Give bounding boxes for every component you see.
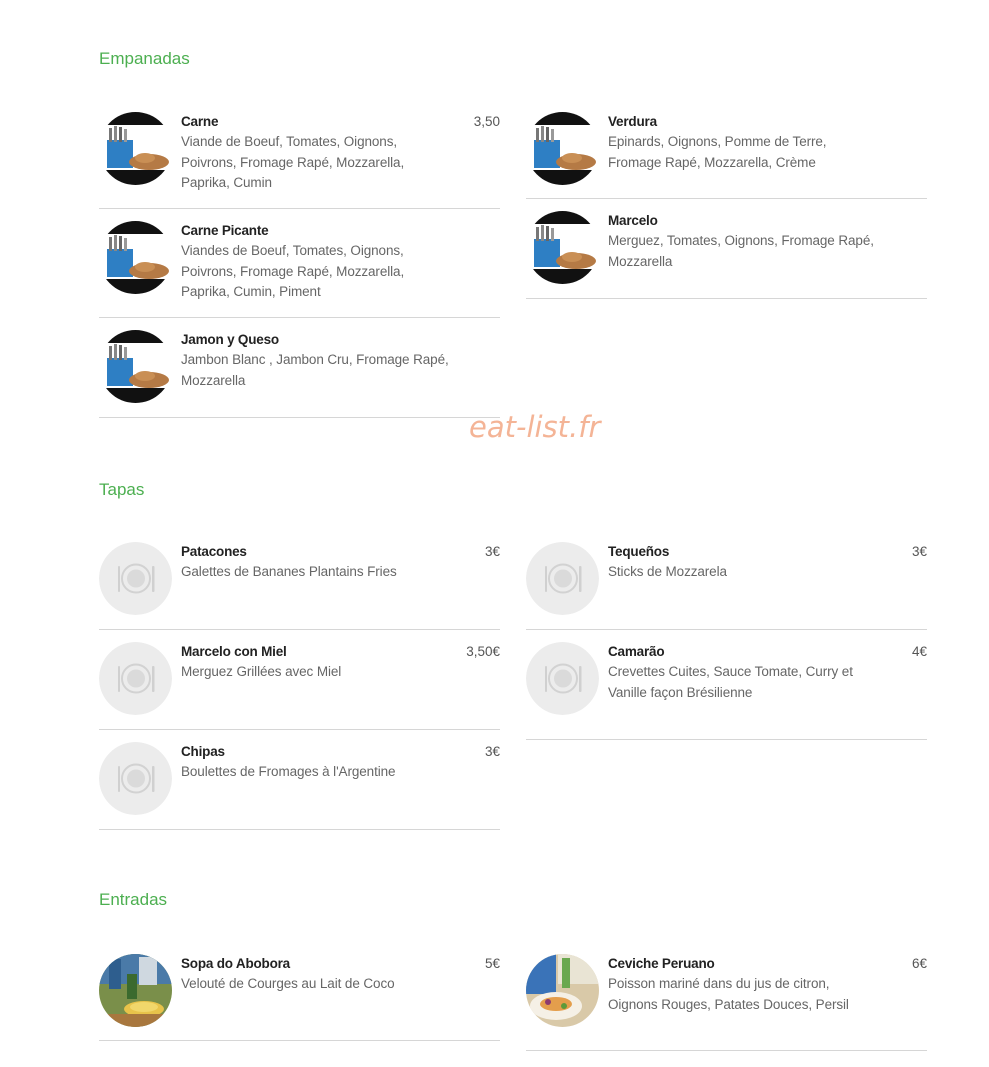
menu-item-description: Merguez, Tomates, Oignons, Fromage Rapé, Mozzarella bbox=[608, 233, 874, 269]
menu-item[interactable] bbox=[99, 954, 500, 1041]
menu-item[interactable] bbox=[99, 542, 500, 630]
menu-item-price: 3,50 bbox=[473, 114, 500, 129]
menu-item[interactable] bbox=[99, 209, 500, 318]
menu-item-description: Sticks de Mozzarela bbox=[608, 564, 727, 579]
menu-item-info bbox=[181, 742, 500, 783]
plate-placeholder-icon bbox=[99, 742, 172, 815]
menu-item-description: Crevettes Cuites, Sauce Tomate, Curry et Vanille façon Brésilienne bbox=[608, 664, 853, 700]
empanada-photo bbox=[526, 112, 599, 185]
menu-item-description: Poisson mariné dans du jus de citron, Oignons Rouges, Patates Douces, Persil bbox=[608, 976, 849, 1012]
menu-item-price: 4€ bbox=[911, 644, 927, 659]
menu-item[interactable] bbox=[526, 630, 927, 740]
menu-item-price: 5€ bbox=[484, 956, 500, 971]
menu-item-price: 3€ bbox=[484, 744, 500, 759]
menu-item-name: Carne Picante bbox=[181, 223, 269, 238]
menu-item-description: Viande de Boeuf, Tomates, Oignons, Poivrons, Fromage Rapé, Mozzarella, Paprika, Cumin bbox=[181, 134, 405, 190]
entradas-column-left bbox=[99, 954, 500, 1041]
tapas-column-left bbox=[99, 542, 500, 830]
plate-placeholder-icon bbox=[99, 642, 172, 715]
section-title-empanadas: Empanadas bbox=[99, 49, 190, 68]
tapas-column-right bbox=[526, 542, 927, 740]
menu-item-description: Galettes de Bananes Plantains Fries bbox=[181, 564, 397, 579]
menu-item-info bbox=[181, 221, 500, 303]
menu-item-price: 3€ bbox=[911, 544, 927, 559]
menu-item-description: Merguez Grillées avec Miel bbox=[181, 664, 342, 679]
menu-item-price: 3€ bbox=[484, 544, 500, 559]
menu-item-name: Ceviche Peruano bbox=[608, 956, 715, 971]
menu-item[interactable] bbox=[99, 318, 500, 418]
menu-item-info bbox=[608, 542, 927, 583]
empanadas-column-right bbox=[526, 112, 927, 299]
plate-placeholder-icon bbox=[526, 642, 599, 715]
menu-item-info bbox=[181, 542, 500, 583]
empanada-photo bbox=[99, 330, 172, 403]
menu-item-info bbox=[181, 330, 500, 391]
menu-item[interactable] bbox=[526, 112, 927, 199]
menu-item-name: Carne bbox=[181, 114, 219, 129]
plate-placeholder-icon bbox=[99, 542, 172, 615]
menu-item-name: Tequeños bbox=[608, 544, 670, 559]
section-title-tapas: Tapas bbox=[99, 480, 145, 499]
menu-item-name: Sopa do Abobora bbox=[181, 956, 290, 971]
menu-item-name: Chipas bbox=[181, 744, 225, 759]
menu-item[interactable] bbox=[99, 630, 500, 730]
menu-item[interactable] bbox=[526, 542, 927, 630]
menu-item-info bbox=[181, 954, 500, 995]
menu-item[interactable] bbox=[99, 730, 500, 830]
menu-item[interactable] bbox=[526, 199, 927, 299]
menu-item-info bbox=[181, 642, 500, 683]
menu-item-name: Marcelo con Miel bbox=[181, 644, 287, 659]
menu-item-price: 6€ bbox=[911, 956, 927, 971]
section-title-entradas: Entradas bbox=[99, 890, 168, 909]
plate-placeholder-icon bbox=[526, 542, 599, 615]
menu-item-info bbox=[608, 112, 927, 173]
menu-item-info bbox=[608, 642, 927, 703]
menu-item-description: Viandes de Boeuf, Tomates, Oignons, Poivrons, Fromage Rapé, Mozzarella, Paprika, Cumin, Piment bbox=[181, 243, 405, 299]
ceviche-photo bbox=[526, 954, 599, 1027]
soup-photo bbox=[99, 954, 172, 1027]
menu-item-name: Jamon y Queso bbox=[181, 332, 279, 347]
menu-item-description: Velouté de Courges au Lait de Coco bbox=[181, 976, 395, 991]
menu-item[interactable] bbox=[99, 112, 500, 209]
menu-item-name: Marcelo bbox=[608, 213, 658, 228]
menu-item-name: Verdura bbox=[608, 114, 657, 129]
empanadas-column-left bbox=[99, 112, 500, 418]
menu-item-description: Boulettes de Fromages à l'Argentine bbox=[181, 764, 396, 779]
empanada-photo bbox=[526, 211, 599, 284]
menu-item-info bbox=[608, 954, 927, 1015]
watermark: eat-list.fr bbox=[469, 410, 601, 444]
menu-item-info bbox=[608, 211, 927, 272]
entradas-column-right bbox=[526, 954, 927, 1051]
empanada-photo bbox=[99, 112, 172, 185]
menu-item-info bbox=[181, 112, 500, 194]
menu-item-price: 3,50€ bbox=[466, 644, 500, 659]
menu-item-description: Jambon Blanc , Jambon Cru, Fromage Rapé, Mozzarella bbox=[181, 352, 449, 388]
menu-item-name: Patacones bbox=[181, 544, 247, 559]
menu-item[interactable] bbox=[526, 954, 927, 1051]
empanada-photo bbox=[99, 221, 172, 294]
menu-item-name: Camarão bbox=[608, 644, 665, 659]
menu-item-description: Epinards, Oignons, Pomme de Terre, Fromage Rapé, Mozzarella, Crème bbox=[608, 134, 827, 170]
